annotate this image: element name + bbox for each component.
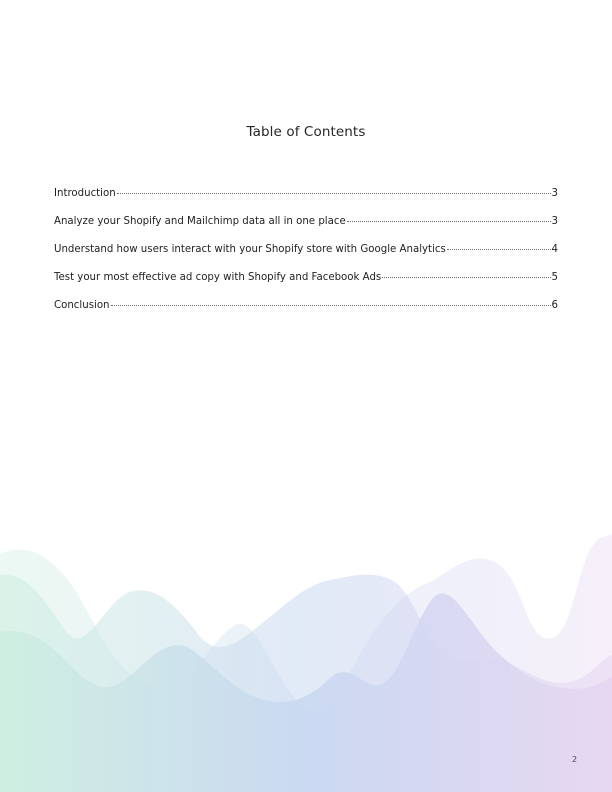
toc-entry-google-analytics[interactable] — [54, 244, 558, 272]
dot-leader — [382, 276, 550, 278]
toc-title: Table of Contents — [246, 124, 366, 140]
toc-entry-label: Analyze your Shopify and Mailchimp data all in one place — [54, 216, 346, 227]
toc-entry-label: Introduction — [54, 188, 116, 199]
toc-entry-introduction[interactable] — [54, 188, 558, 216]
toc-entry-facebook-ads[interactable] — [54, 272, 558, 300]
toc-entry-page-number: 3 — [551, 216, 558, 227]
toc-entry-label: Understand how users interact with your Shopify store with Google Analytics — [54, 244, 446, 255]
toc-entry-label: Test your most effective ad copy with Shopify and Facebook Ads — [54, 272, 382, 283]
dot-leader — [117, 192, 551, 194]
decorative-wave-graphic — [0, 520, 612, 792]
toc-entry-analyze-shopify-mailchimp[interactable] — [54, 216, 558, 244]
toc-list — [54, 188, 558, 328]
toc-entry-conclusion[interactable] — [54, 300, 558, 328]
toc-entry-page-number: 3 — [551, 188, 558, 199]
dot-leader — [111, 304, 551, 306]
toc-entry-label: Conclusion — [54, 300, 110, 311]
dot-leader — [347, 220, 551, 222]
page-number: 2 — [572, 755, 578, 764]
toc-entry-page-number: 4 — [551, 244, 558, 255]
dot-leader — [447, 248, 551, 250]
toc-entry-page-number: 5 — [551, 272, 558, 283]
toc-entry-page-number: 6 — [551, 300, 558, 311]
